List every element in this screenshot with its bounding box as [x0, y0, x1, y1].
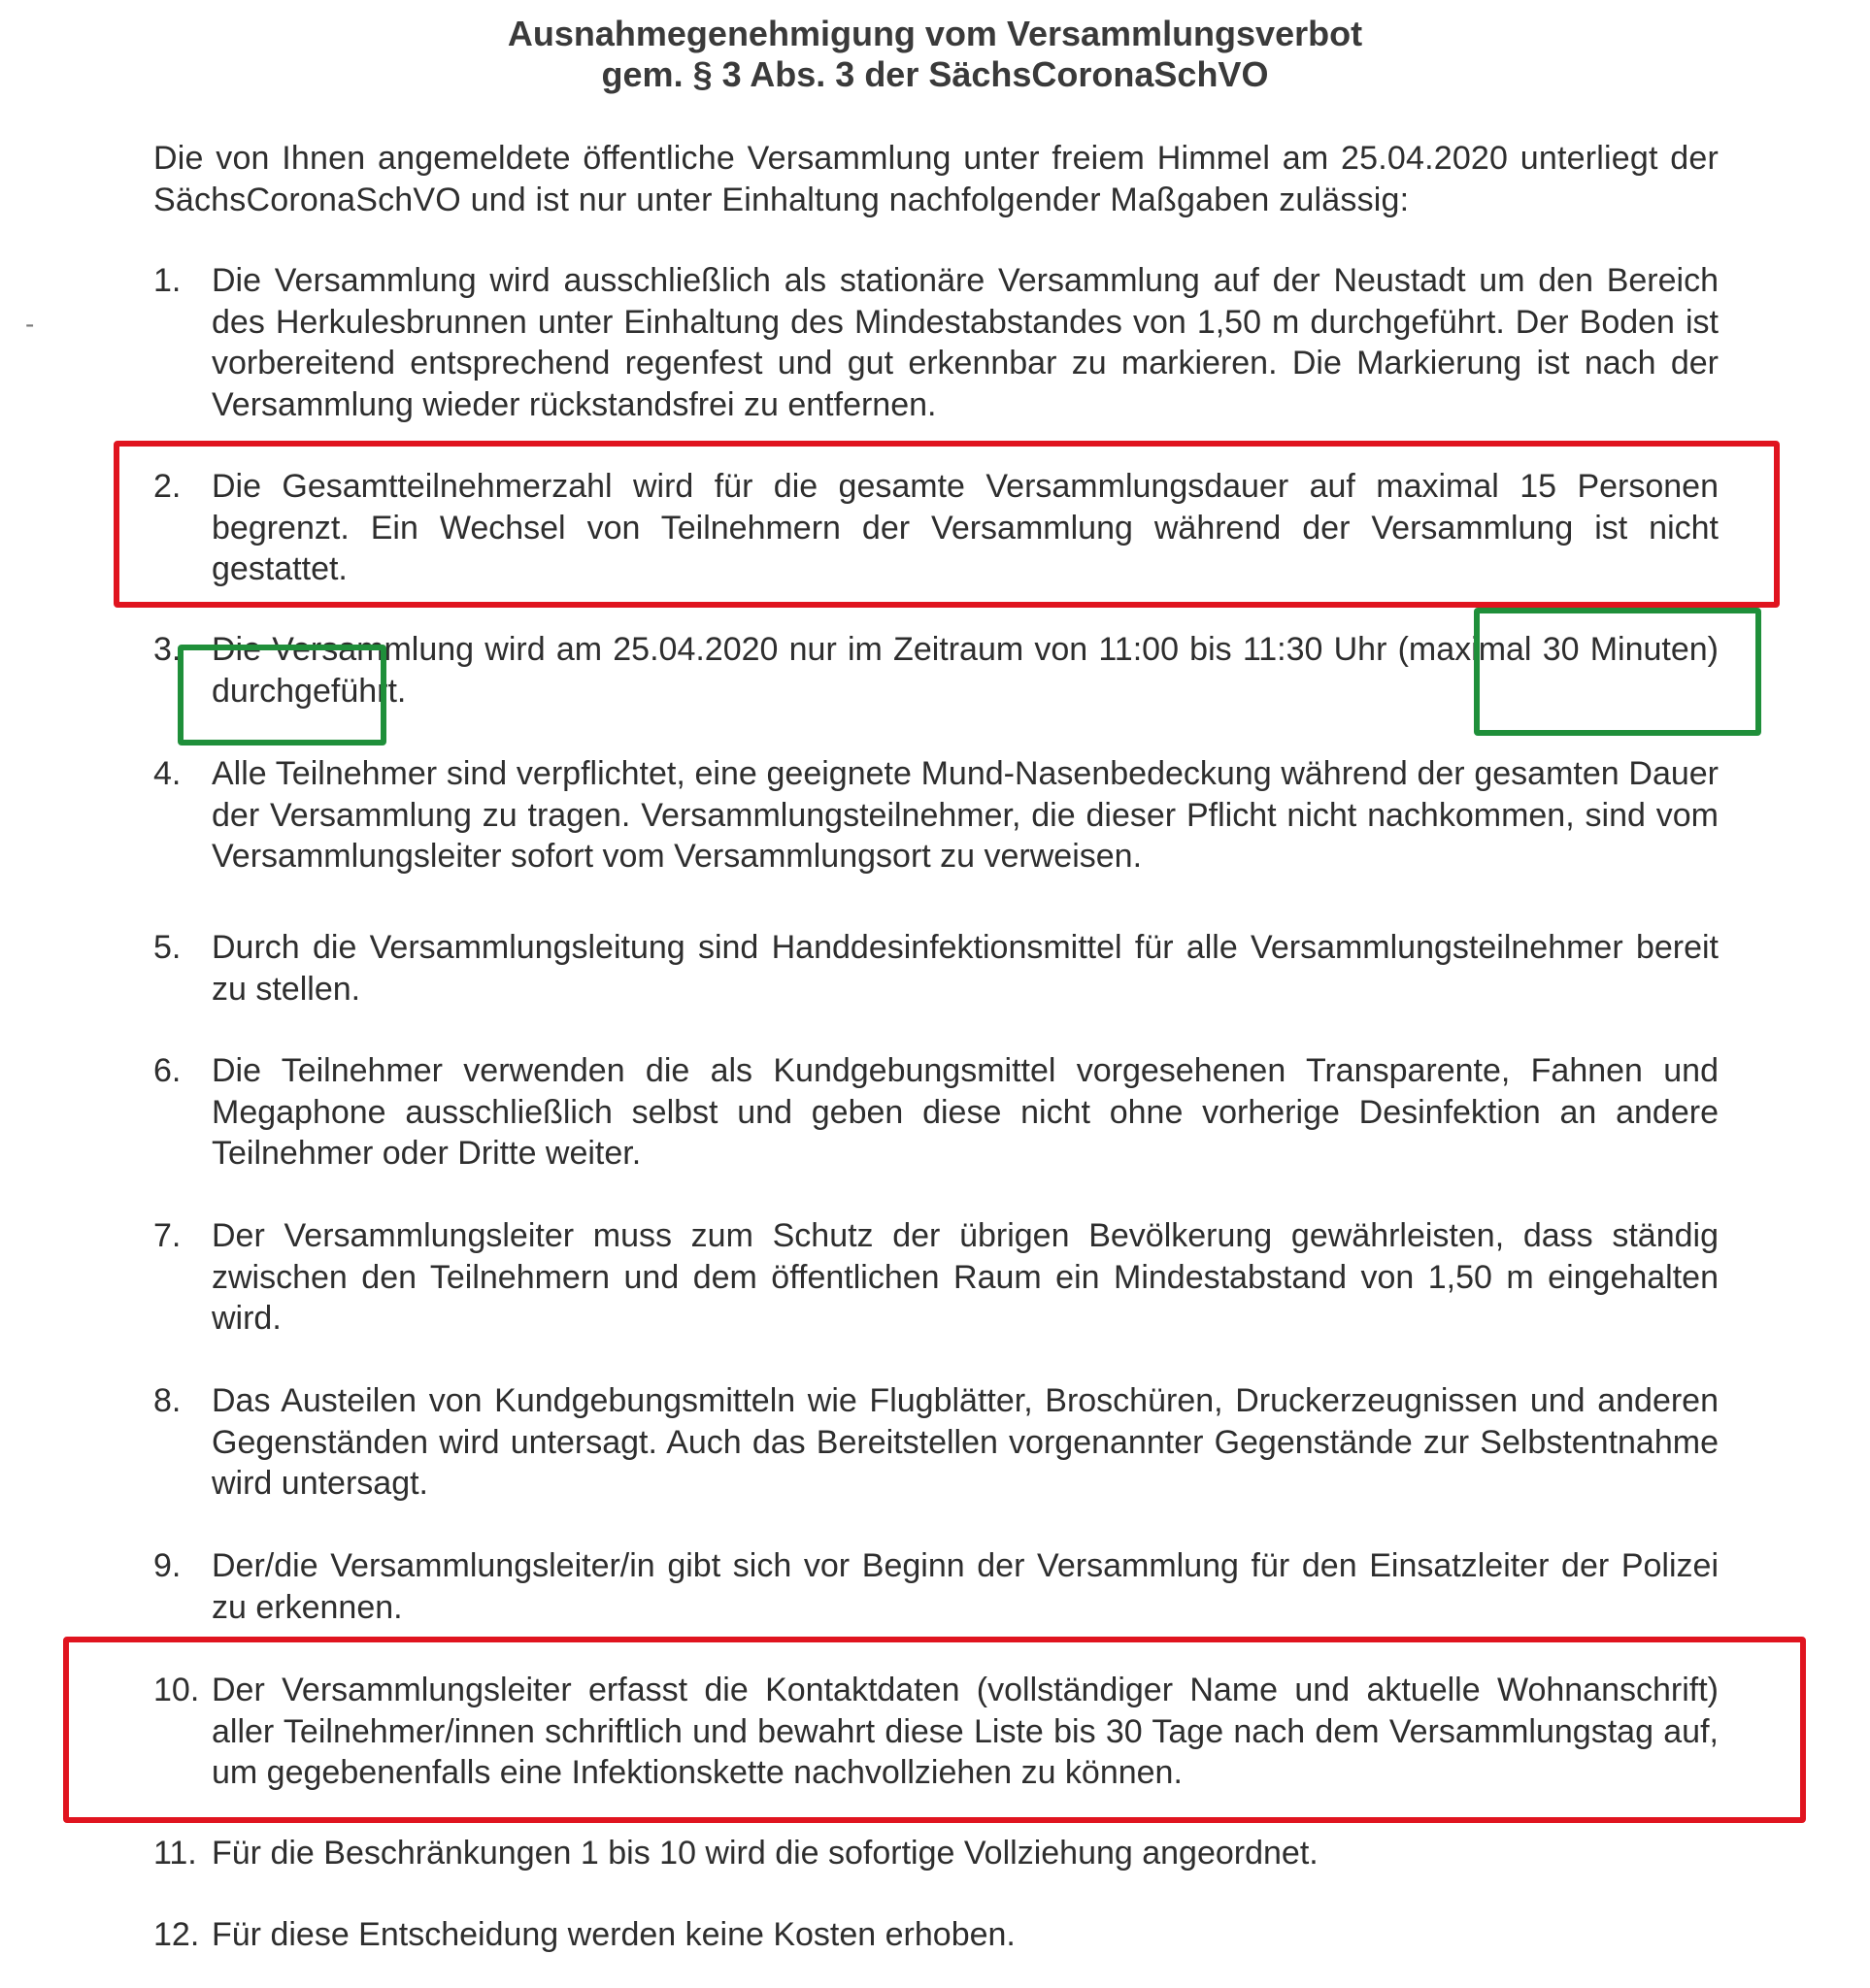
- item-text: Die Teilnehmer verwenden die als Kundgebungsmittel vorgesehenen Transparente, Fahnen und Megaphone ausschließlich selbst und geben diese nicht ohne vorherige Desinfektion an andere Teilnehmer oder Dritte weiter.: [212, 1052, 1719, 1172]
- highlight-box-minuten: [178, 645, 386, 746]
- item-number: 1.: [153, 262, 182, 299]
- item-number: 9.: [153, 1547, 182, 1584]
- item-number: 3.: [153, 631, 182, 668]
- item-number: 10.: [153, 1672, 200, 1708]
- item-text: Der Versammlungsleiter erfasst die Kontaktdaten (vollständiger Name und aktuelle Wohnanschrift) aller Teilnehmer/innen schriftlich und bewahrt diese Liste bis 30 Tage nach dem Versammlungstag auf, um gegebenenfalls eine Infektionskette nachvollziehen zu können.: [212, 1672, 1719, 1791]
- item-text: Für die Beschränkungen 1 bis 10 wird die sofortige Vollziehung angeordnet.: [212, 1835, 1319, 1872]
- item-text: Der Versammlungsleiter muss zum Schutz der übrigen Bevölkerung gewährleisten, dass ständig zwischen den Teilnehmern und dem öffentlichen Raum ein Mindestabstand von 1,50 m eingehalten wird.: [212, 1217, 1719, 1337]
- item-text: Die Versammlung wird ausschließlich als stationäre Versammlung auf der Neustadt um den Bereich des Herkulesbrunnen unter Einhaltung des Mindestabstandes von 1,50 m durchgeführt. Der Boden ist vorbereitend entsprechend regenfest und gut erkennbar zu markieren. Die Markierung ist nach der Versammlung wieder rückstandsfrei zu entfernen.: [212, 262, 1719, 423]
- item-number: 11.: [153, 1835, 197, 1872]
- margin-mark: -: [25, 309, 35, 339]
- item-text: Die Versammlung wird am 25.04.2020 nur im Zeitraum von 11:00 bis 11:30 Uhr (maximal 30 Minuten) durchgeführt.: [212, 631, 1719, 710]
- item-number: 12.: [153, 1916, 200, 1953]
- item-number: 4.: [153, 755, 182, 792]
- document-title: Ausnahmegenehmigung vom Versammlungsverbot: [507, 14, 1363, 53]
- item-text: Das Austeilen von Kundgebungsmitteln wie Flugblätter, Broschüren, Druckerzeugnissen und anderen Gegenständen wird untersagt. Auch das Bereitstellen vorgenannter Gegenstände zur Selbstentnahme wird untersagt.: [212, 1382, 1719, 1502]
- highlight-box-item-2: [114, 441, 1780, 608]
- item-text: Durch die Versammlungsleitung sind Handdesinfektionsmittel für alle Versammlungsteilnehmer bereit zu stellen.: [212, 929, 1719, 1008]
- item-number: 5.: [153, 929, 182, 966]
- item-number: 2.: [153, 468, 182, 505]
- item-number: 7.: [153, 1217, 182, 1254]
- item-text: Für diese Entscheidung werden keine Kosten erhoben.: [212, 1916, 1016, 1953]
- item-text: Die Gesamtteilnehmerzahl wird für die gesamte Versammlungsdauer auf maximal 15 Personen begrenzt. Ein Wechsel von Teilnehmern der Versammlung während der Versammlung ist nicht gestattet.: [212, 468, 1719, 587]
- highlight-box-item-10: [63, 1637, 1806, 1823]
- highlight-box-maximal-30: [1474, 608, 1761, 736]
- intro-paragraph: Die von Ihnen angemeldete öffentliche Versammlung unter freiem Himmel am 25.04.2020 unterliegt der SächsCoronaSchVO und ist nur unter Einhaltung nachfolgender Maßgaben zulässig:: [153, 140, 1719, 218]
- item-number: 8.: [153, 1382, 182, 1419]
- item-text: Alle Teilnehmer sind verpflichtet, eine geeignete Mund-Nasenbedeckung während der gesamten Dauer der Versammlung zu tragen. Versammlungsteilnehmer, die dieser Pflicht nicht nachkommen, sind vom Versammlungsleiter sofort vom Versammlungsort zu verweisen.: [212, 755, 1719, 875]
- item-number: 6.: [153, 1052, 182, 1089]
- item-text: Der/die Versammlungsleiter/in gibt sich vor Beginn der Versammlung für den Einsatzleiter der Polizei zu erkennen.: [212, 1547, 1719, 1626]
- document-subtitle: gem. § 3 Abs. 3 der SächsCoronaSchVO: [601, 54, 1269, 94]
